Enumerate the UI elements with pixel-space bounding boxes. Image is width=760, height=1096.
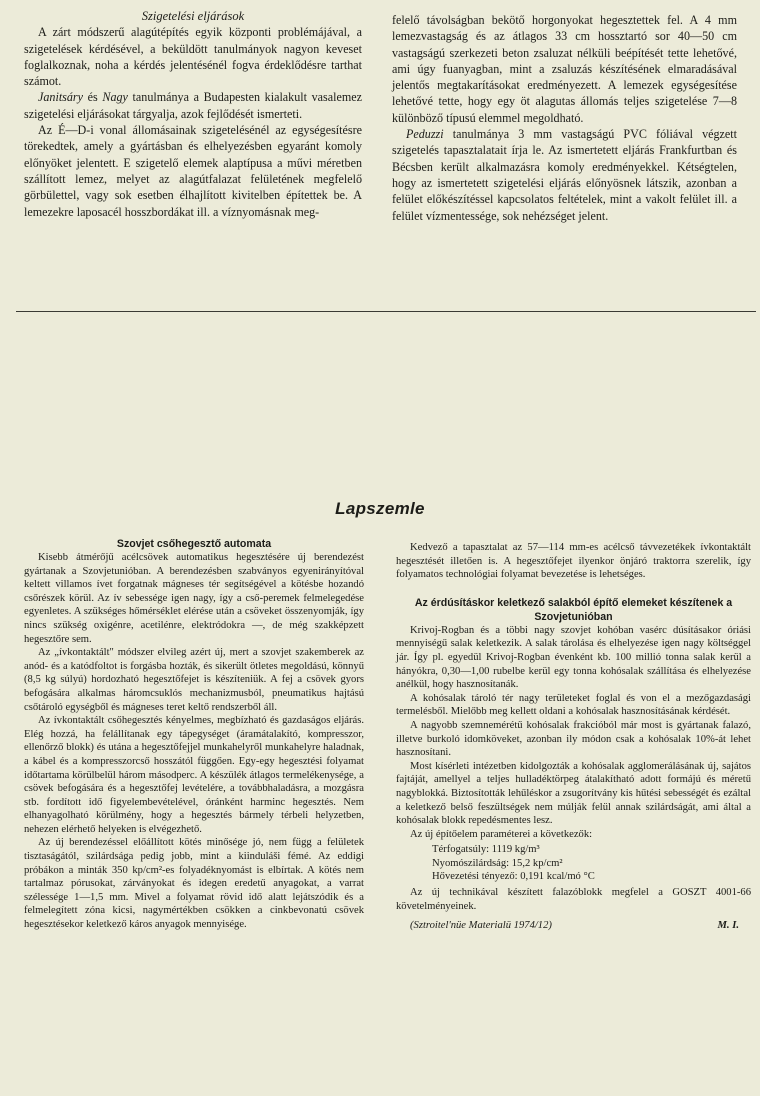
bottom-right-column — [396, 541, 751, 932]
top-right-column — [392, 12, 737, 224]
author-name: Nagy — [102, 90, 128, 105]
section-divider — [16, 311, 756, 312]
paragraph: Kedvező a tapasztalat az 57—114 mm-es acélcső távvezetékek ívkontaktált hegesztését illetően is. A hegesztőfejet ilyenkor önjáró traktorra szerelik, így folyamatos technológiai folyamat bevezetése is lehetséges. — [396, 542, 751, 581]
paragraph — [24, 89, 362, 122]
paragraph — [392, 126, 737, 224]
source-citation: (Sztroitel'nüe Materialü 1974/12) — [410, 920, 552, 932]
paragraph: Krivoj-Rogban és a többi nagy szovjet kohóban vasérc dúsításakor óriási mennyiségű salak keletkezik. A salak tárolása és elhelyezése igen nagy költséggel jár. Így pl. egyedül Krivoj-Rogban évenként kb. 100 millió tonna salak kerül a hányókra, 0,30—1,00 rubelbe kerül egy tonna kohósalak szállítása és elhelyezése anélkül, hogy hasznosítanák. — [396, 624, 751, 691]
top-left-column — [24, 8, 362, 220]
paragraph: A zárt módszerű alagútépítés egyik központi problémájával, a szigetelések kérdésével, a beküldött tanulmányok nagyon keveset foglalkoznak, noha a kérdés jelentésénél fogva érdeklődésre tarthat számot. — [24, 25, 362, 89]
parameter-list — [396, 843, 751, 884]
text: és — [87, 90, 98, 105]
paragraph: Az „ívkontaktált" módszer elvileg azért új, mert a szovjet szakemberek az anód- és a katódfoltot is forgásba hozták, és sikerült ötletes megoldású, könnyű (8,5 kg súlyú) hordozható hegesztőfejet is készíteniük. A fej a csövek gyors befogására alkalmas háromcsuklós mechanizmusból, pneumatikus hajtású csőtároló egységből és mágneses teret keltő rendszerből áll. — [24, 647, 364, 713]
paragraph: A kohósalak tároló tér nagy területeket foglal és von el a mezőgazdasági termelésből. Mielőbb meg kellett oldani a kohósalak hasznosításának kérdését. — [396, 692, 751, 718]
paragraph: Az É—D-i vonal állomásainak szigetelésénél az egységesítésre törekedtek, amely a gyártásban és elhelyezésben egyaránt komoly előnyöket jelentett. E szigetelő elemek alaptípusa a művi méretben szállított lemez, melyet az alagútfalazat felületének megfelelő görbülettel, vagy sok esetben élhajlított kivitelben építettek be. A lemezekre laposacél hosszbordákat ill. a víznyomásnak meg- — [24, 123, 362, 219]
article-title: Az érdúsításkor keletkező salakból építő elemeket készítenek a Szovjetunióban — [414, 596, 733, 623]
parameter: Hővezetési tényező: 0,191 kcal/mó °C — [432, 871, 595, 883]
paragraph: Az új technikával készített falazóblokk megfelel a GOSZT 4001-66 követelményeinek. — [396, 887, 751, 912]
text: tanulmánya a Budapesten kialakult vasalemez szigetelési eljárásokat tárgyalja, azok fejlődését ismerteti. — [24, 90, 362, 121]
paragraph: Most kísérleti intézetben kidolgozták a kohósalak agglomerálásának új, sajátos fajtáját, amellyel a teljes hulladéktörpeg átalakítható adott formájú és méretű nagyblokká. Biztosították lehűléskor a zsugorítvány kis hűtési sebességét és ezáltal a keletkező belső feszültségek nem múlják felül annak szilárdságát, ami által a kohósalak blokk repedésmentes lesz. — [396, 760, 751, 827]
page-heading: Lapszemle — [335, 499, 425, 518]
author-name: Janitsáry — [38, 90, 84, 105]
paragraph: Az új építőelem paraméterei a következők: — [410, 828, 593, 840]
text: tanulmánya 3 mm vastagságú PVC fóliával végzett szigetelés tapasztalatait írja le. Az ismertetett eljárás Frankfurtban és Bécsben került alkalmazásra komoly eredményekkel. Kétségtelen, hogy az ismertetett szigetelési eljárás előnyösnek látszik, azonban a felület előkészítéssel kapcsolatos feltételek, mint a vakolt felület ill. a felület vízmentessége, sok nehézséget jelent. — [392, 127, 737, 223]
paragraph: Az új berendezéssel előállított kötés minősége jó, nem függ a felületek tisztaságától, szilárdsága pedig jobb, mint a kiinduláši fémé. Az eddigi próbákon a minták 350 kp/cm²-es folyadéknyomást is elbírtak. A kötés nem tartalmaz pórusokat, zárványokat és idegen eredetű anyagokat, a varrat szélessége 1—1,5 mm. Mivel a folyamat rövid idő alatt lejátszódik és a felmelegített zóna kicsi, nagymértékben csökken a cinkbevonatú csövek hegesztésekor keletkező káros anyagok mennyisége. — [24, 837, 364, 931]
section-title: Szigetelési eljárások — [141, 9, 245, 23]
paragraph: Kisebb átmérőjű acélcsövek automatikus hegesztésére új berendezést gyártanak a Szovjetunióban. A berendezésben szabványos egyenirányítóval keltett villamos ívet forgatnak mágneses tér segítségével a kötésbe hozandó csőrészek körül. Az ív sebessége igen nagy, így a cső-peremek felmelegedése egyenletes. A szükséges hőmérséklet elérése után a csöveket összenyomják, így nincs szükség oxigénre, acetilénre, elektródokra —, de még szakképzett hegesztőre sem. — [24, 552, 364, 645]
parameter: Térfogatsúly: 1119 kg/m³ — [432, 844, 540, 856]
article-title: Szovjet csőhegesztő automata — [116, 538, 272, 550]
author-signature: M. I. — [717, 919, 739, 931]
author-name: Peduzzi — [406, 127, 444, 142]
bottom-left-column — [24, 537, 364, 932]
parameter: Nyomószilárdság: 15,2 kp/cm² — [432, 857, 563, 869]
paragraph: Az ívkontaktált csőhegesztés kényelmes, megbízható és gazdaságos eljárás. Elég hozzá, ha felállítanak egy tápegységet (áramátalakító, kompresszor, ellenőrző blokk) és utána a hegesztőfejjel munkahelyről munkahelyre haladnak, a kábel és a kompresszorcső hosszától függően. Egy-egy hegesztési folyamat időtartama körülbelül három másodperc. A készülék átlagos termelékenysége, a csövek befogására és a hegesztőfej levételére, a továbbhaladásra, a mozgásra stb. fordított idő figyelembevételével, óránként harminc hegesztés. Nem elhanyagolható körülmény, hogy a hegesztés bármely térbeli helyzetben, nehezen elérhető helyeken is elvégezhető. — [24, 715, 364, 835]
paragraph: felelő távolságban bekötő horgonyokat hegesztettek fel. A 4 mm lemezvastagság és az átlagos 33 cm hossztartó sor 40—50 cm vastagságú szerkezeti beton zsaluzat nélküli beépítését tette lehetővé, ami úgy fuanyagban, mint a zsaluzás készítésének elmaradásával jelentős megtakarításokat eredményezett. A lemezek egységesítése lehetővé tette, hogy egy öt alagutas állomás teljes szigetelése 7—8 különböző típusú elemmel megoldható. — [392, 13, 737, 125]
paragraph: A nagyobb szemnemérétű kohósalak frakcióból már most is gyártanak falazó, illetve burkoló idomköveket, azonban ily módon csak a kohósalak 10%-át lehet hasznosítani. — [396, 719, 751, 759]
